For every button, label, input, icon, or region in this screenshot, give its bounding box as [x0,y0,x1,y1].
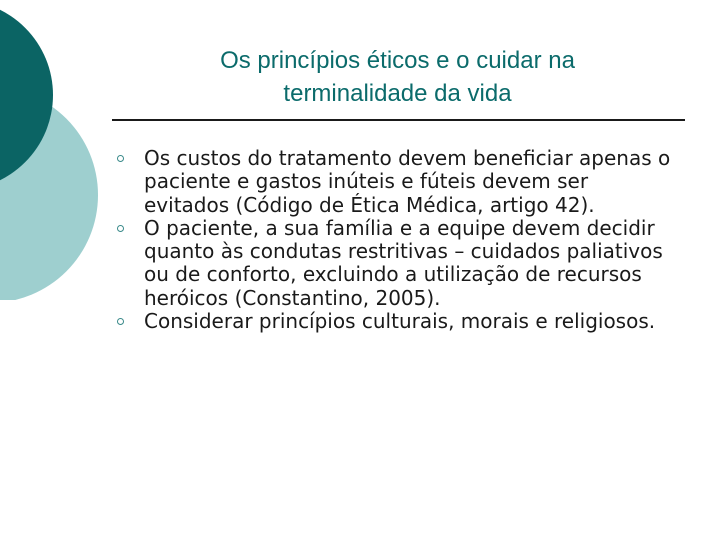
bullet-text: O paciente, a sua família e a equipe devem decidir quanto às condutas restritivas – cuidados paliativos ou de conforto, excluindo a utilização de recursos heróicos (Constantino, 2005). [144,215,663,310]
bullet-circle-icon [117,225,124,232]
bullet-text: Os custos do tratamento devem beneficiar apenas o paciente e gastos inúteis e fúteis devem ser evitados (Código de Ética Médica, artigo 42). [144,146,671,217]
title-line-2: terminalidade da vida [283,80,512,107]
decorative-circles [0,0,110,300]
bullet-text: Considerar princípios culturais, morais e religiosos. [144,309,656,334]
bullet-item-3 [116,310,676,333]
bullet-circle-icon [117,318,124,325]
title-divider [112,119,685,121]
title-line-1: Os princípios éticos e o cuidar na [220,47,575,74]
bullet-list [116,147,676,333]
slide-title [150,44,645,110]
bullet-circle-icon [117,155,124,162]
bullet-item-1 [116,147,676,217]
bullet-item-2 [116,217,676,310]
